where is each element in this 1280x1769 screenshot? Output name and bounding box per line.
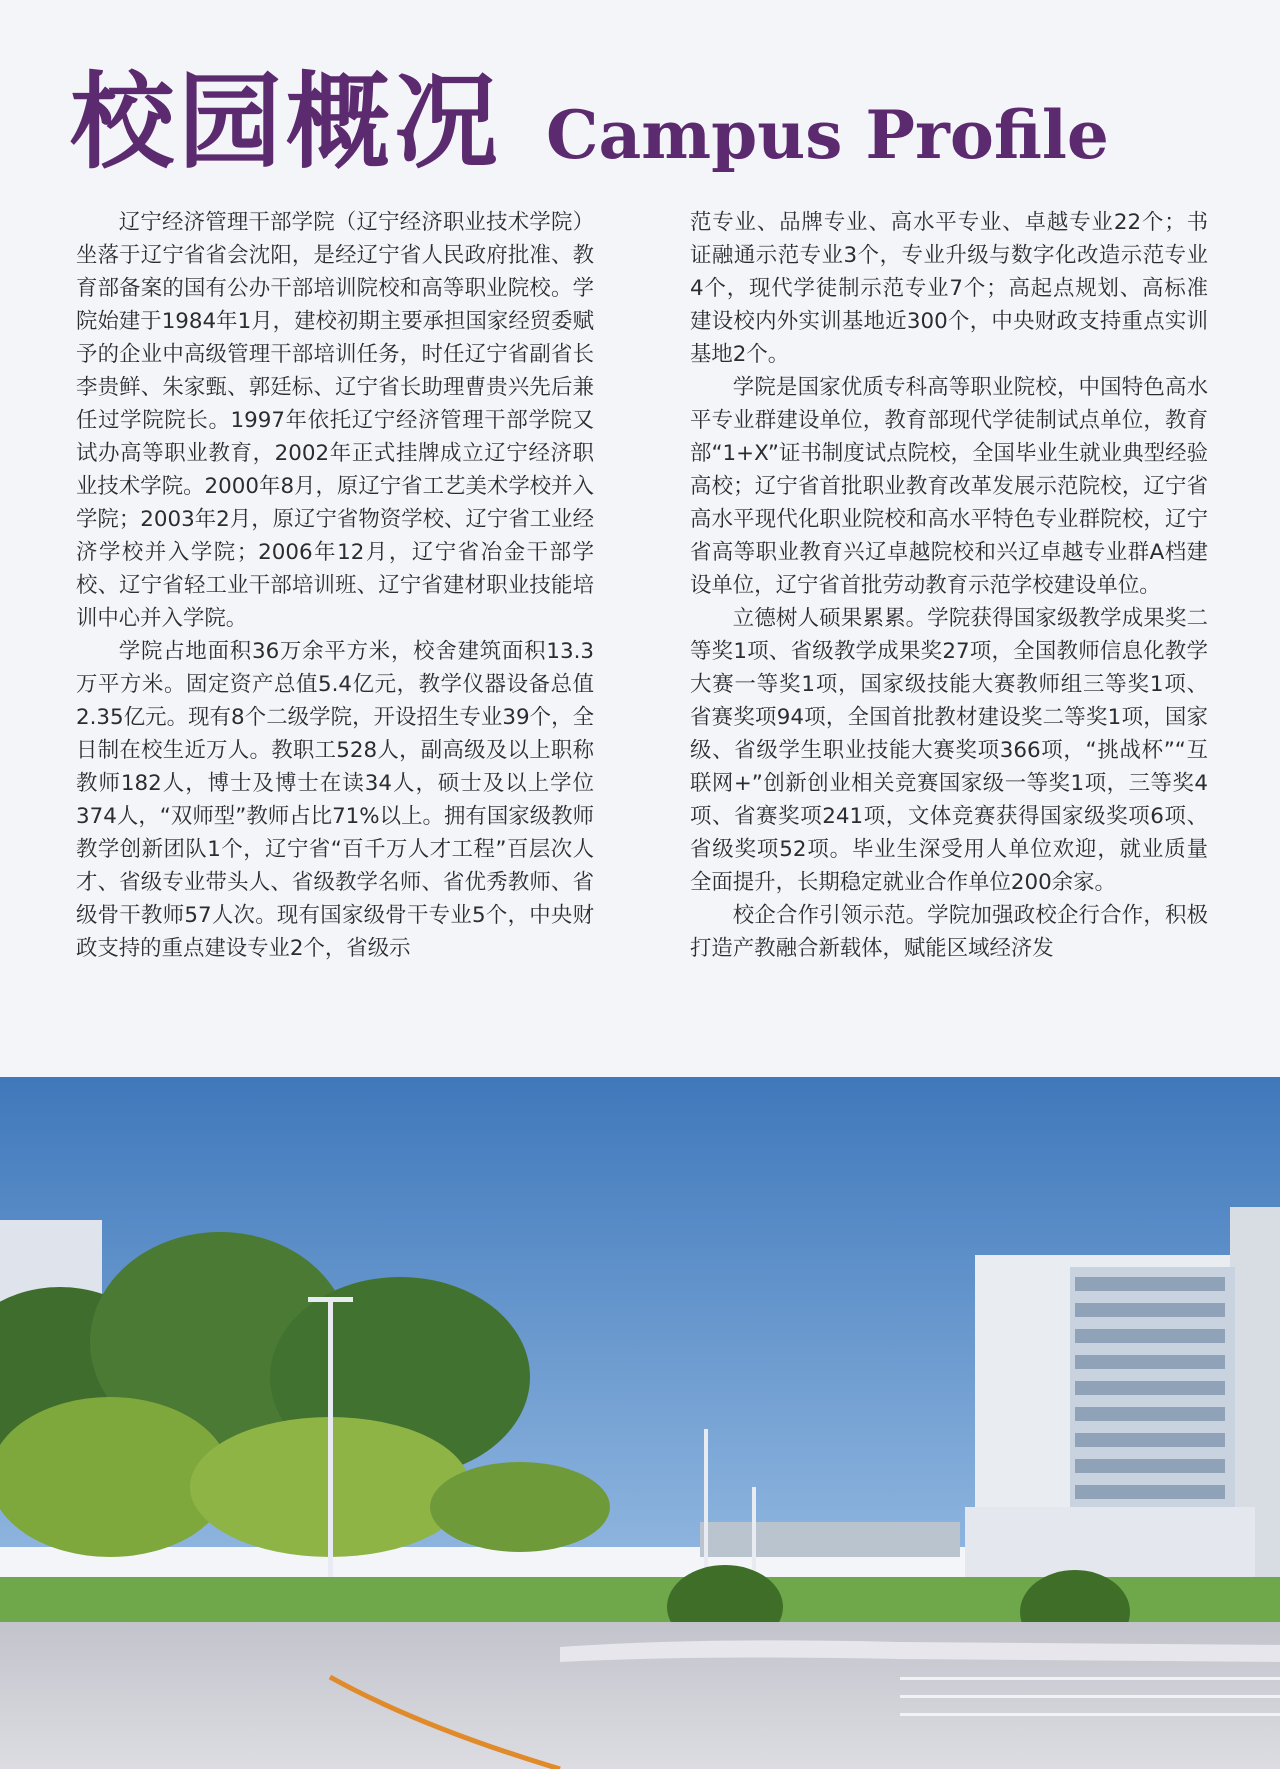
article-paragraph: 立德树人硕果累累。学院获得国家级教学成果奖二等奖1项、省级教学成果奖27项，全国教师信息化教学大赛一等奖1项，国家级技能大赛教师组三等奖1项、省赛奖项94项，全国首批教材建设奖二等奖1项，国家级、省级学生职业技能大赛奖项366项，“挑战杯”“互联网+”创新创业相关竞赛国家级一等奖1项，三等奖4项、省赛奖项241项，文体竞赛获得国家级奖项6项、省级奖项52项。毕业生深受用人单位欢迎，就业质量全面提升，长期稳定就业合作单位200余家。 (690, 606, 1208, 895)
page-header (70, 38, 1109, 188)
article-column-left (76, 206, 594, 965)
article-paragraph: 学院是国家优质专科高等职业院校，中国特色高水平专业群建设单位，教育部现代学徒制试点单位，教育部“1+X”证书制度试点院校，全国毕业生就业典型经验高校；辽宁省首批职业教育改革发展示范院校，辽宁省高水平现代化职业院校和高水平特色专业群院校，辽宁省高等职业教育兴辽卓越院校和兴辽卓越专业群A档建设单位，辽宁省首批劳动教育示范学校建设单位。 (690, 375, 1208, 598)
distant-buildings (700, 1522, 960, 1557)
article-column-right (690, 206, 1208, 965)
article-paragraph: 学院占地面积36万余平方米，校舍建筑面积13.3万平方米。固定资产总值5.4亿元，教学仪器设备总值2.35亿元。现有8个二级学院，开设招生专业39个，全日制在校生近万人。教职工528人，副高级及以上职称教师182人，博士及博士在读34人，硕士及以上学位374人，“双师型”教师占比71%以上。拥有国家级教师教学创新团队1个，辽宁省“百千万人才工程”百层次人才、省级专业带头人、省级教学名师、省优秀教师、省级骨干教师57人次。现有国家级骨干专业5个，中央财政支持的重点建设专业2个，省级示 (76, 639, 594, 961)
campus-photo (0, 1077, 1280, 1769)
crosswalk-stripe (900, 1695, 1280, 1698)
article-paragraph: 校企合作引领示范。学院加强政校企行合作，积极打造产教融合新载体，赋能区域经济发 (690, 903, 1208, 961)
article-paragraph: 辽宁经济管理干部学院（辽宁经济职业技术学院）坐落于辽宁省省会沈阳，是经辽宁省人民政府批准、教育部备案的国有公办干部培训院校和高等职业院校。学院始建于1984年1月，建校初期主要承担国家经贸委赋予的企业中高级管理干部培训任务，时任辽宁省副省长李贵鲜、朱家甄、郭廷标、辽宁省长助理曹贵兴先后兼任过学院院长。1997年依托辽宁经济管理干部学院又试办高等职业教育，2002年正式挂牌成立辽宁经济职业技术学院。2000年8月，原辽宁省工艺美术学校并入学院；2003年2月，原辽宁省物资学校、辽宁省工业经济学校并入学院；2006年12月，辽宁省冶金干部学校、辽宁省轻工业干部培训班、辽宁省建材职业技能培训中心并入学院。 (76, 210, 594, 631)
article-paragraph-continued: 范专业、品牌专业、高水平专业、卓越专业22个；书证融通示范专业3个，专业升级与数字化改造示范专业4个，现代学徒制示范专业7个；高起点规划、高标准建设校内外实训基地近300个，中央财政支持重点实训基地2个。 (690, 210, 1208, 367)
campus-photo-illustration (0, 1077, 1280, 1769)
crosswalk-stripe (900, 1677, 1280, 1680)
page-title-english: Campus Profile (546, 96, 1109, 174)
office-building (965, 1207, 1280, 1587)
page-title-chinese: 校园概况 (70, 61, 503, 183)
crosswalk-stripe (900, 1713, 1280, 1716)
